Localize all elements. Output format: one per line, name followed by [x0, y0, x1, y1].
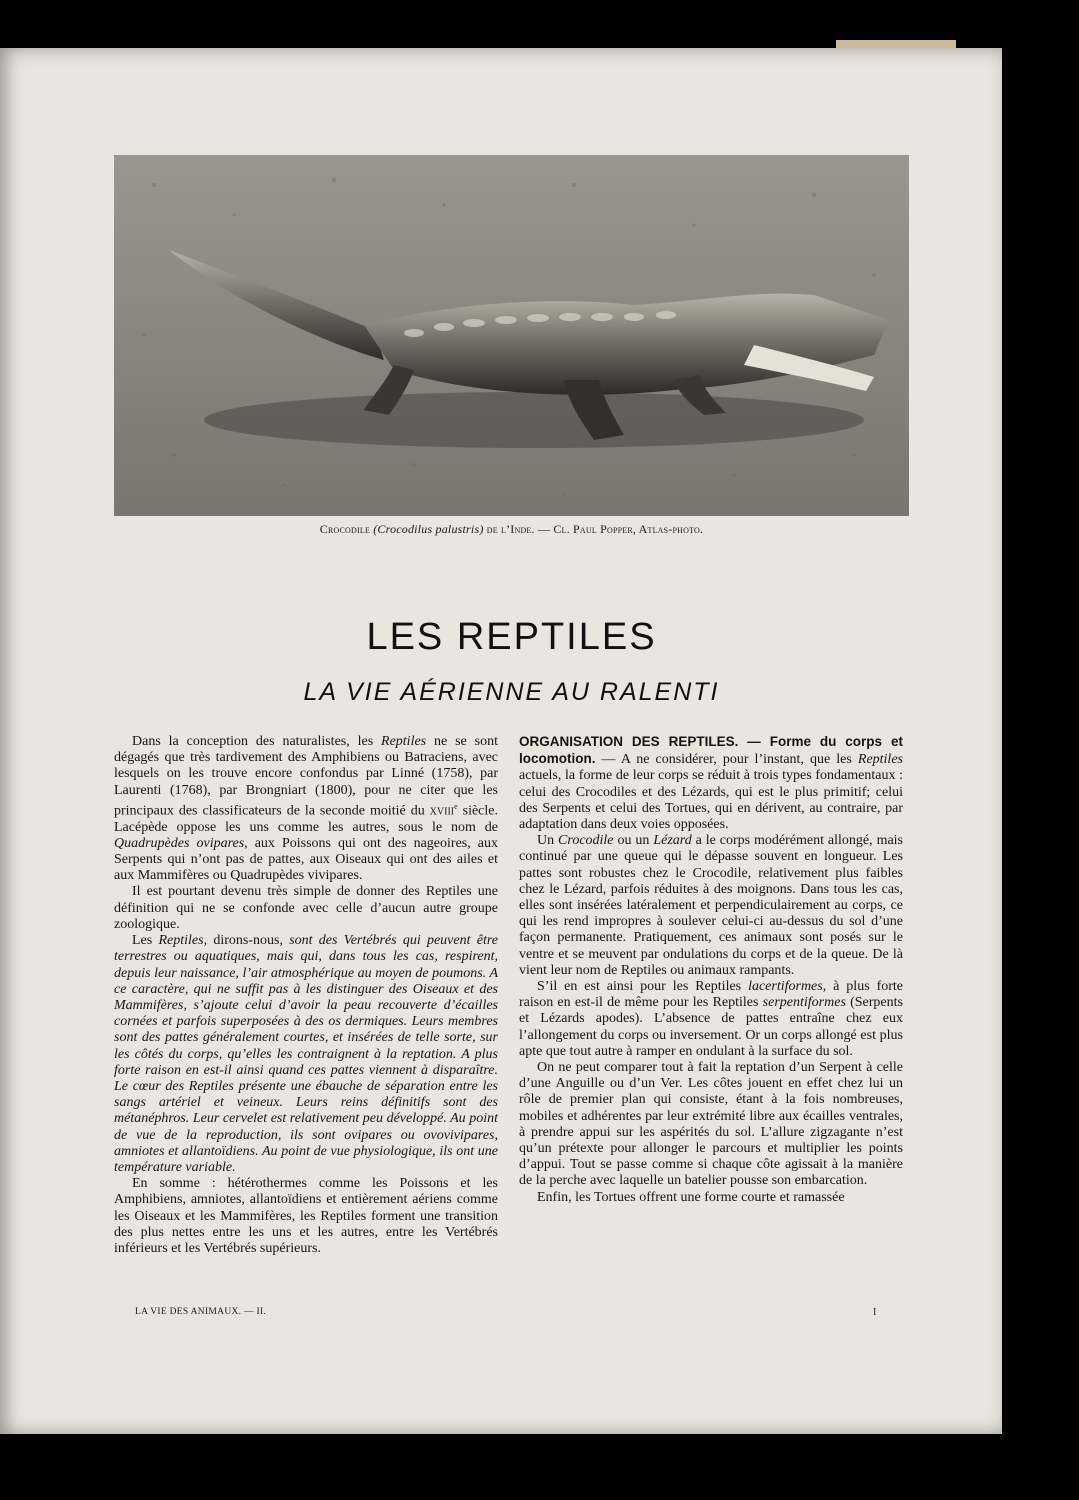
left-paragraph-2: Il est pourtant devenu très simple de donner des Reptiles une définition qui ne se confonde avec celle d’aucun autre groupe zoologique.	[114, 884, 498, 932]
caption-prefix: Crocodile	[319, 522, 374, 536]
text-run: siècle. Lacépède oppose les uns comme les autres, sous le nom de	[114, 803, 498, 835]
text-run: Un	[537, 833, 559, 849]
text-run: Reptiles	[381, 734, 427, 749]
text-run: (Serpents et Lézards apodes). L’absence de pattes entraîne chez eux l’allongement du corps ou inversement. Or un corps allongé est plus apte que tout autre à ramper en ondulant à la surface du sol.	[519, 995, 903, 1059]
right-paragraph-2	[519, 833, 903, 979]
section-heading: ORGANISATION DES REPTILES. — Forme du corps et locomotion.	[519, 734, 903, 767]
photo-caption	[114, 522, 909, 537]
text-run: , à plus forte raison en est-il de même pour les Reptiles	[519, 979, 903, 1011]
text-run: Lézard	[653, 833, 692, 849]
text-run: ou un	[613, 833, 654, 849]
right-paragraph-1	[519, 734, 903, 833]
text-run: ne se sont dégagés que très tardivement des Amphibiens ou Batraciens, avec lesquels on les trouve encore confondus par Linné (1758), par Laurenti (1768), par Brongniart (1800), pour ne citer que les principaux des classificateurs de la seconde moitié du	[114, 734, 498, 819]
text-run: Crocodile	[558, 833, 614, 849]
caption-suffix: de l’Inde. — Cl. Paul Popper, Atlas-photo.	[483, 522, 704, 536]
text-run: xviii	[429, 803, 455, 819]
text-run: Quadrupèdes ovipares	[114, 835, 245, 851]
left-paragraph-4: En somme : hétérothermes comme les Poissons et les Amphibiens, amniotes, allantoïdiens et entièrement aériens comme les Oiseaux et les Mammifères, les Reptiles forment une transition des plus nettes entre les uns et les autres, entre les Vertébrés inférieurs et les Vertébrés supérieurs.	[114, 1176, 498, 1256]
text-run: Reptiles,	[158, 933, 208, 949]
left-paragraph-1	[114, 734, 498, 884]
text-run: e	[454, 801, 458, 811]
text-run: , aux Poissons qui ont des nageoires, aux Serpents qui n’ont pas de pattes, aux Oiseaux qui ont des ailes et aux Mammifères ou Quadrupèdes vivipares.	[114, 835, 498, 884]
left-column	[114, 734, 498, 1257]
text-run: lacertiformes	[748, 979, 823, 995]
text-run: actuels, la forme de leur corps se réduit à trois types fondamentaux : celui des Crocodiles et des Lézards, qui est le plus primitif; celui des Serpents et celui des Tortues, qui en dérivent, au contraire, par adaptation dans deux voies opposées.	[519, 768, 903, 833]
running-footer: LA VIE DES ANIMAUX. — II.	[135, 1307, 267, 1317]
text-run: a le corps modérément allongé, mais continué par une queue qui le dépasse souvent en longueur. Les pattes sont robustes chez le Crocodile, relativement plus faibles chez le Lézard, parfois réduites à des moignons. Dans tous les cas, elles sont insérées latéralement et perpendiculairement au corps, ce qui les rend impropres à soulever celui-ci au-dessus du sol d’une façon permanente. Pratiquement, ces animaux sont posés sur le ventre et se meuvent par ondulations du corps et de la queue. De là vient leur nom de Reptiles ou animaux rampants.	[519, 833, 904, 978]
crocodile-photo	[114, 155, 909, 516]
text-run: S’il en est ainsi pour les Reptiles	[537, 979, 749, 995]
right-paragraph-5: Enfin, les Tortues offrent une forme courte et ramassée	[537, 1189, 845, 1205]
caption-species: (Crocodilus palustris)	[373, 522, 484, 536]
text-run: sont des Vertébrés qui peuvent être terrestres ou aquatiques, mais qui, dans tous les cas, respirent, depuis leur naissance, l’air atmosphérique au moyen de poumons. A ce caractère, qui ne suffit pas à les distinguer des Oiseaux et des Mammifères, s’ajoute celui d’avoir la peau recouverte d’écailles cornées et parfois superposées à des os dermiques. Leurs membres sont des pattes généralement courtes, et insérées de telle sorte, sur les côtés du corps, qu’elles les contraignent à la reptation. A plus forte raison en est-il ainsi quand ces pattes viennent à disparaître. Le cœur des Reptiles présente une ébauche de séparation entre les sangs artériel et veineux. Leurs reins définitifs sont des métanéphros. Leur cervelet est relativement peu développé. Au point de vue de la reproduction, ils sont ovipares ou ovovivipares, amniotes et allantoïdiens. Au point de vue physiologique, ils ont une température variable.	[114, 933, 498, 1175]
right-paragraph-4: On ne peut comparer tout à fait la reptation d’un Serpent à celle d’une Anguille ou d’un Ver. Les côtes jouent en effet chez lui un rôle de premier plan qui consiste, étant à la fois nombreuses, mobiles et adhérentes par leur extrémité libre aux écailles ventrales, à prendre appui sur les aspérités du sol. L’allure zigzagante n’est qu’un prétexte pour allonger le parcours et multiplier les points d’appui. Tout se passe comme si chaque côte agissait à la manière de la perche avec laquelle un batelier pousse son embarcation.	[519, 1060, 903, 1189]
text-run: Dans la conception des naturalistes, les	[132, 734, 382, 749]
right-paragraph-3	[519, 979, 903, 1060]
text-run: Les	[132, 933, 159, 949]
text-run: serpentiformes	[762, 995, 846, 1011]
chapter-title: LES REPTILES	[366, 616, 657, 658]
text-run: dirons-nous,	[207, 933, 290, 949]
text-run: Reptiles	[857, 752, 903, 768]
page-number: I	[873, 1307, 877, 1318]
right-column	[519, 734, 903, 1206]
text-run: — A ne considérer, pour l’instant, que les	[595, 752, 858, 768]
left-paragraph-3	[114, 933, 498, 1176]
chapter-subtitle: LA VIE AÉRIENNE AU RALENTI	[303, 678, 720, 706]
